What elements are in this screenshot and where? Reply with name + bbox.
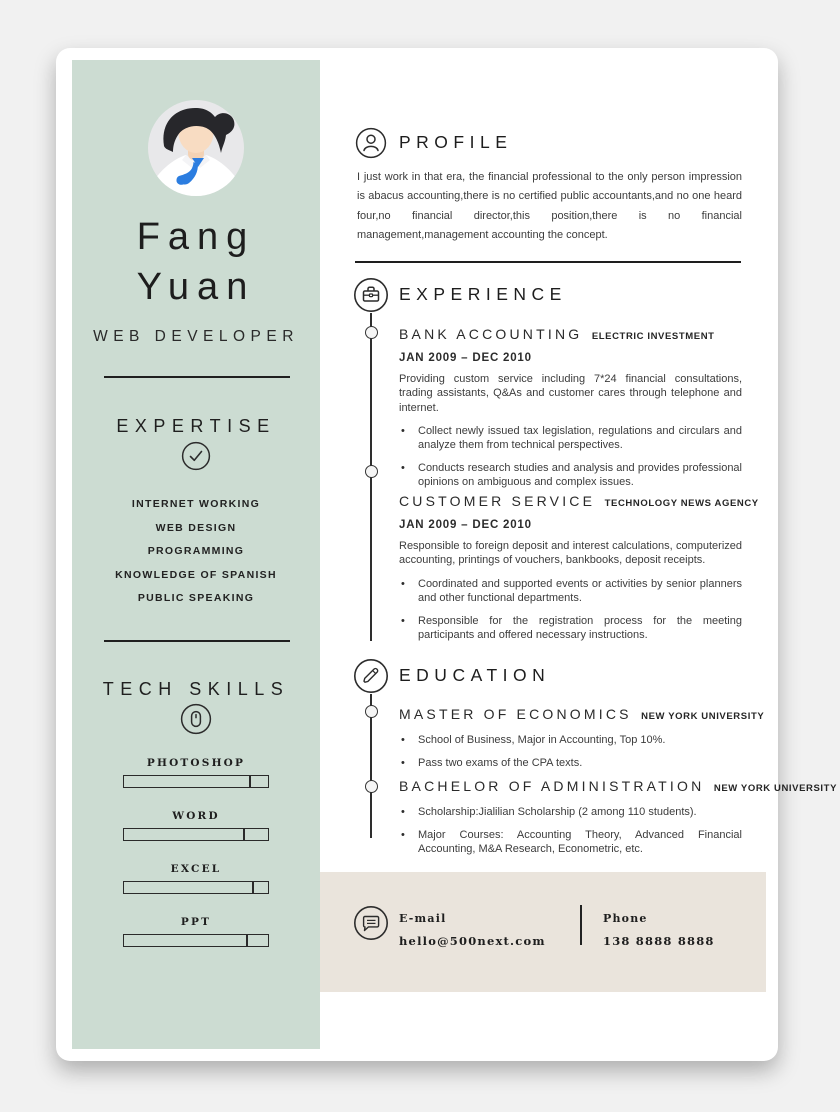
bullet-item: • Conducts research studies and analysis and provides professional opinions on ambiguous and complex issues. [399, 461, 742, 490]
education-bullets [399, 733, 742, 770]
skill-excel [72, 863, 320, 894]
bullet-item: • Coordinated and supported events or activities by senior planners and other functional departments. [399, 577, 742, 606]
avatar [148, 100, 244, 196]
job-dates: JAN 2009 – DEC 2010 [399, 519, 532, 531]
main-content [320, 48, 838, 1061]
timeline-node [365, 465, 378, 478]
bullet-item: • Scholarship:Jialilian Scholarship (2 among 110 students). [399, 805, 742, 819]
expertise-item: WEB DESIGN [155, 521, 237, 534]
skill-bar-level [124, 882, 254, 893]
email-contact [399, 912, 546, 948]
skill-bar-level [124, 829, 245, 840]
skill-ppt [72, 916, 320, 947]
profile-text: I just work in that era, the financial professional to the only person impression is abacus accounting,there is no certified public accountants,and no one heard four,no financial director,this position,there is no financial management,management accounting the concept. [357, 171, 742, 241]
sidebar [72, 60, 320, 1049]
phone-value: 138 8888 8888 [603, 934, 715, 948]
degree-name: BACHELOR OF ADMINISTRATION [399, 778, 705, 794]
job-role: BANK ACCOUNTING [399, 326, 583, 342]
job-summary: Providing custom service including 7*24 financial consultations, trading assistants, Q&As and customer cares through telephone and internet. [399, 373, 742, 414]
skill-bar [123, 881, 269, 894]
skill-bar [123, 828, 269, 841]
bullet-item: • Pass two exams of the CPA texts. [399, 756, 742, 770]
job-title: WEB DEVELOPER [93, 328, 299, 345]
sidebar-divider [104, 640, 290, 642]
job-bullets [399, 577, 742, 643]
experience-entry [399, 491, 759, 651]
timeline-node [365, 326, 378, 339]
footer-divider [580, 905, 582, 945]
expertise-heading: EXPERTISE [116, 416, 276, 436]
phone-contact [603, 912, 715, 948]
email-value: hello@500next.com [399, 934, 546, 948]
expertise-item: PROGRAMMING [147, 545, 245, 557]
bullet-item: • Major Courses: Accounting Theory, Advanced Financial Accounting, M&A Research, Econometric, etc. [399, 828, 742, 857]
expertise-item: INTERNET WORKING [131, 498, 261, 510]
school-name: NEW YORK UNIVERSITY [713, 783, 838, 794]
profile-heading: PROFILE [399, 132, 513, 152]
resume-card [56, 48, 838, 1061]
job-role: CUSTOMER SERVICE [399, 493, 596, 509]
skill-photoshop [72, 757, 320, 788]
education-heading: EDUCATION [399, 665, 551, 685]
education-entry [399, 704, 765, 779]
mouse-icon [180, 703, 212, 735]
sidebar-divider [104, 376, 290, 378]
school-name: NEW YORK UNIVERSITY [641, 711, 765, 722]
skill-bar [123, 775, 269, 788]
company-name: ELECTRIC INVESTMENT [591, 331, 715, 342]
expertise-item: KNOWLEDGE OF SPANISH [115, 568, 277, 581]
skill-bar-level [124, 776, 251, 787]
skill-bar-level [124, 935, 248, 946]
skill-bar [123, 934, 269, 947]
skill-label: WORD [172, 810, 220, 822]
education-entry [399, 776, 838, 865]
contact-footer [320, 872, 766, 992]
tech-skills-heading: TECH SKILLS [102, 679, 290, 699]
avatar-illustration [148, 100, 244, 196]
pencil-icon [353, 658, 389, 694]
person-name [72, 212, 320, 312]
bullet-item: • Responsible for the registration process for the meeting participants and offered necessary instructions. [399, 614, 742, 643]
bullet-item: • Collect newly issued tax legislation, regulations and circulars and analyze them from technical perspectives. [399, 424, 742, 453]
experience-entry [399, 324, 742, 498]
job-dates: JAN 2009 – DEC 2010 [399, 352, 532, 364]
email-label: E-mail [399, 912, 447, 925]
chat-bubble-icon [353, 905, 389, 941]
skill-label: EXCEL [170, 863, 222, 875]
experience-heading: EXPERIENCE [399, 284, 567, 304]
degree-name: MASTER OF ECONOMICS [399, 706, 632, 722]
checkmark-icon [181, 441, 211, 471]
phone-label: Phone [603, 912, 648, 925]
job-summary: Responsible to foreign deposit and interest calculations, computerized accounting, printings of vouchers, bankbooks, deposit receipts. [399, 540, 742, 567]
person-icon [355, 127, 387, 159]
timeline-node [365, 705, 378, 718]
skill-word [72, 810, 320, 841]
person-name-line2: Yuan [136, 266, 256, 308]
job-bullets [399, 424, 742, 490]
skill-label: PHOTOSHOP [146, 757, 246, 769]
section-divider [355, 261, 741, 263]
briefcase-icon [353, 277, 389, 313]
skill-label: PPT [180, 916, 212, 928]
expertise-item: PUBLIC SPEAKING [137, 592, 255, 604]
bullet-item: • School of Business, Major in Accounting, Top 10%. [399, 733, 742, 747]
timeline-node [365, 780, 378, 793]
company-name: TECHNOLOGY NEWS AGENCY [604, 498, 759, 509]
person-name-line1: Fang [136, 216, 256, 258]
expertise-list [72, 493, 320, 611]
education-bullets [399, 805, 742, 856]
